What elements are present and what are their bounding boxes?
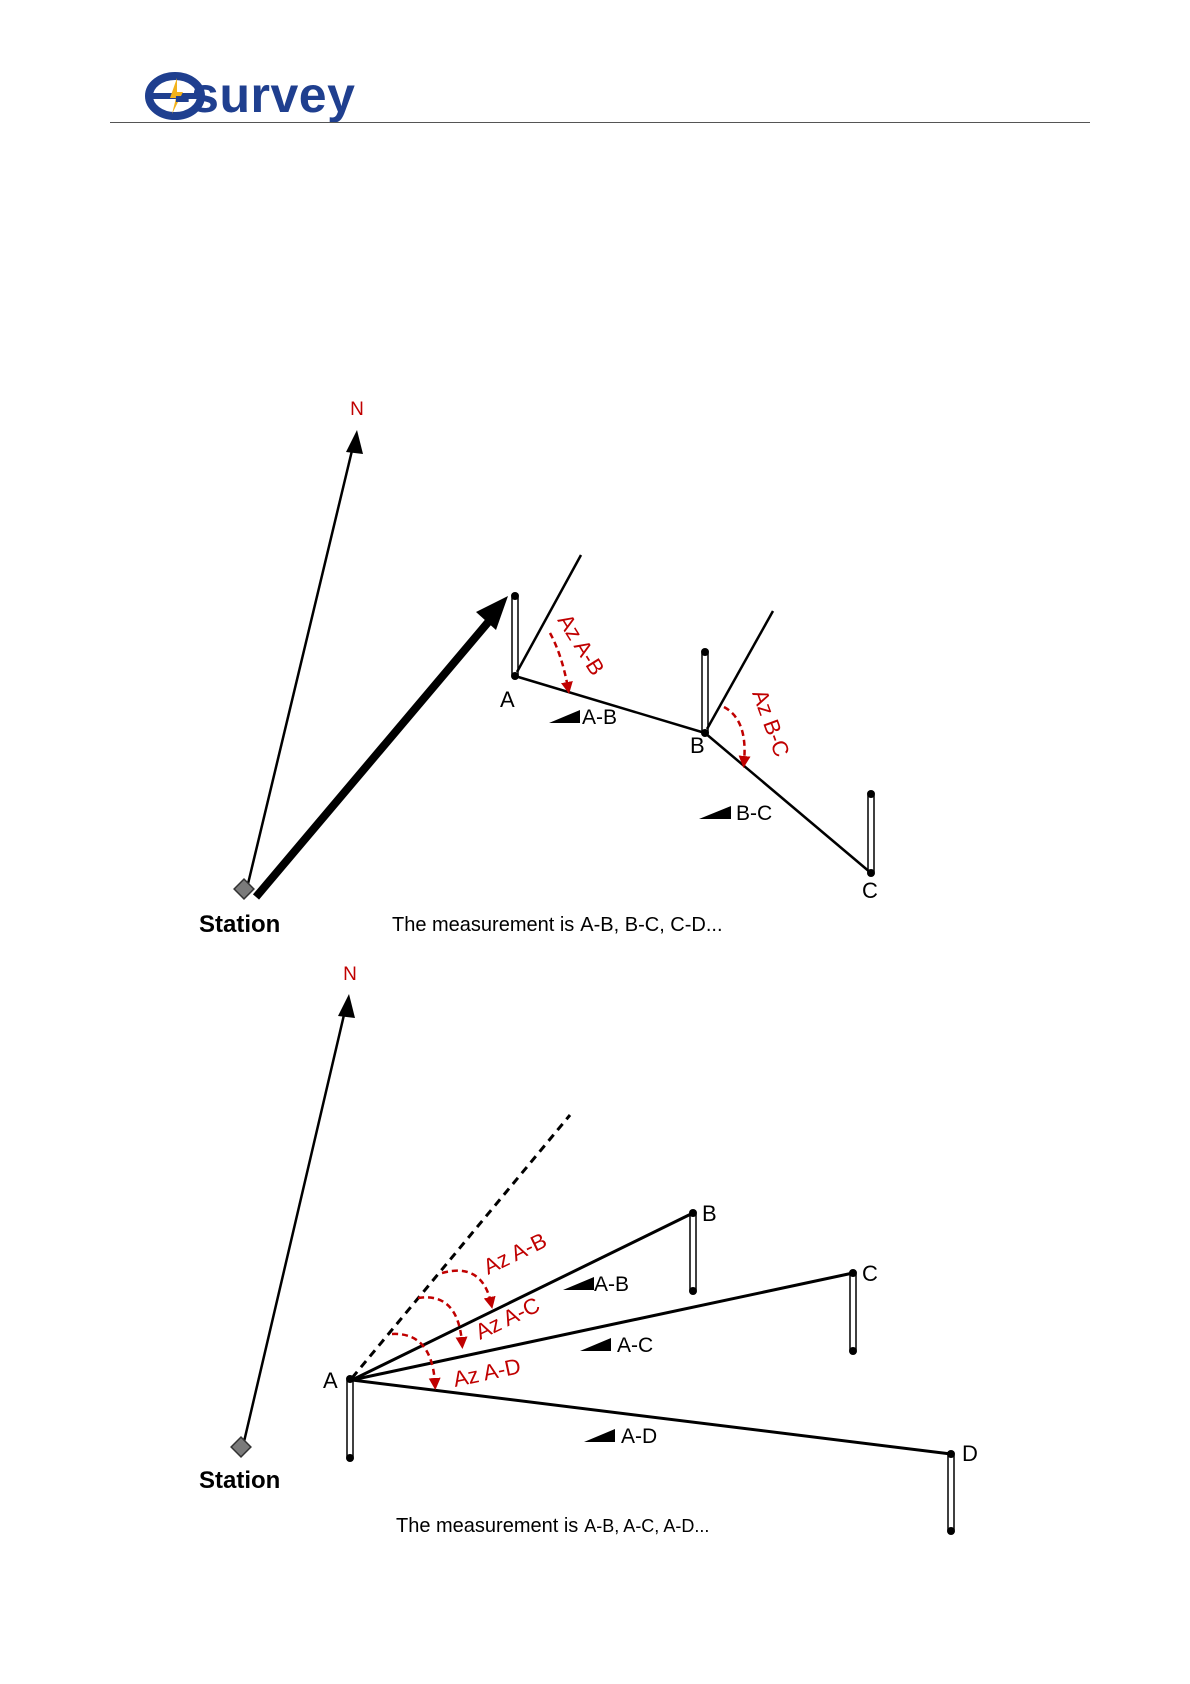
point-label-b: B <box>702 1201 717 1226</box>
distance-label-b-c: B-C <box>736 802 773 825</box>
station-marker <box>234 879 254 899</box>
caption-2-prefix: The measurement is <box>396 1515 579 1537</box>
slope-distance-icon <box>584 1429 615 1442</box>
prism-a <box>346 1375 354 1462</box>
slope-distance-icon <box>549 710 580 723</box>
distance-label-a-c: A-C <box>617 1334 654 1357</box>
point-label-d: D <box>962 1441 978 1466</box>
brand-name: -survey <box>174 67 356 123</box>
point-label-c: C <box>862 878 878 903</box>
prism-a <box>511 592 519 680</box>
slope-distance-icon <box>563 1277 594 1290</box>
north-arrowhead <box>338 994 355 1018</box>
prism-c <box>867 790 875 877</box>
point-label-a: A <box>323 1368 338 1393</box>
prism-b <box>689 1209 697 1295</box>
station-label: Station <box>199 911 281 938</box>
prism-b <box>701 648 709 737</box>
point-label-a: A <box>500 687 515 712</box>
azimuth-label-a-c: Az A-C <box>471 1292 544 1345</box>
figure-1 <box>199 399 878 938</box>
azimuth-label-b-c: Az B-C <box>747 686 795 761</box>
north-label: N <box>343 964 357 985</box>
caption-1-prefix: The measurement is <box>392 914 575 936</box>
north-arrowhead <box>346 430 363 454</box>
prism-d <box>947 1450 955 1535</box>
point-label-c: C <box>862 1261 878 1286</box>
figure-2 <box>199 964 978 1537</box>
azimuth-arc-b-c <box>724 707 745 762</box>
caption-1-values: A-B, B-C, C-D... <box>580 914 723 936</box>
azimuth-label-a-d: Az A-D <box>450 1353 524 1392</box>
caption-1 <box>392 914 723 936</box>
station-to-a-line <box>256 620 490 897</box>
azimuth-label-a-b: Az A-B <box>552 609 610 680</box>
azimuth-arc-a-b <box>442 1271 491 1303</box>
slope-distance-icon <box>580 1338 611 1351</box>
north-line <box>247 438 355 888</box>
station-marker <box>231 1437 251 1457</box>
point-label-b: B <box>690 733 705 758</box>
prism-c <box>849 1269 857 1355</box>
north-label: N <box>350 399 364 420</box>
caption-2 <box>396 1515 709 1537</box>
distance-label-a-d: A-D <box>621 1425 658 1448</box>
azimuth-label-a-b: Az A-B <box>479 1227 551 1280</box>
distance-label-a-b: A-B <box>594 1273 630 1296</box>
station-label: Station <box>199 1467 281 1494</box>
distance-label-a-b: A-B <box>582 706 618 729</box>
slope-distance-icon <box>699 806 731 819</box>
caption-2-values: A-B, A-C, A-D... <box>584 1516 710 1536</box>
